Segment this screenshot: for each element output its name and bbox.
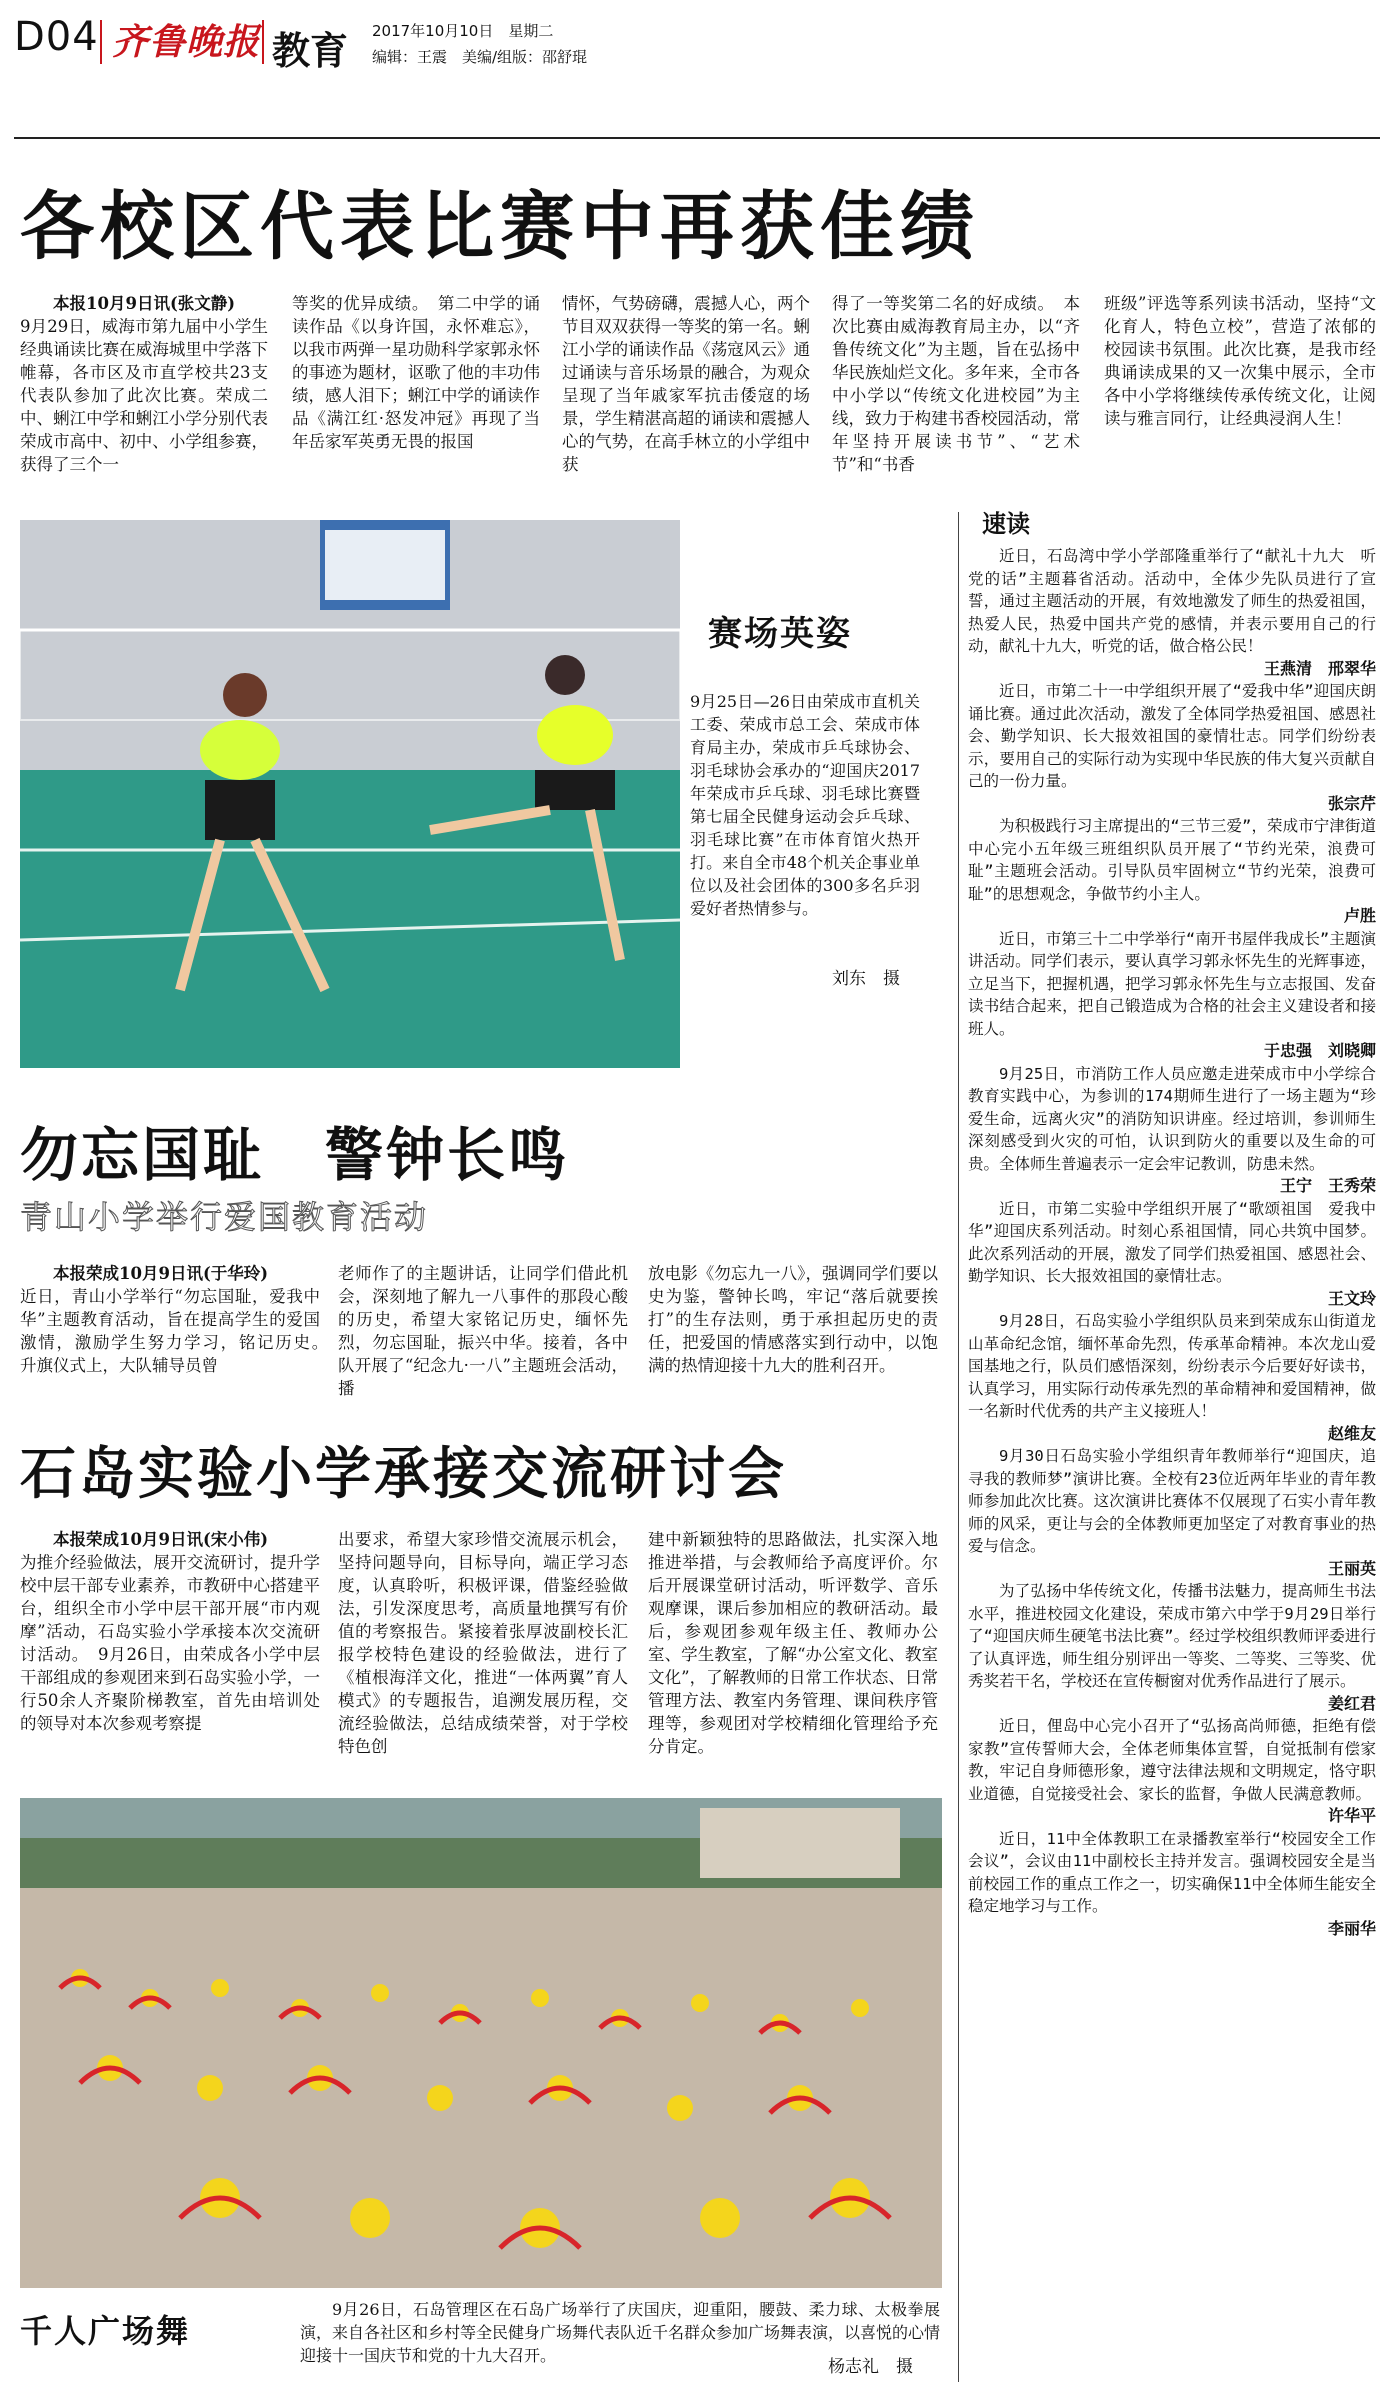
article-subtitle: 青山小学举行爱国教育活动: [20, 1198, 429, 1236]
sidebar-item-text: 近日，石岛湾中学小学部隆重举行了“献礼十九大 听党的话”主题暮省活动。活动中，全体少先队员进行了宣誓，通过主题活动的开展，有效地激发了师生的热爱祖国，热爱人民，热爱中国共产党的感情，并表示要用自己的行动，献礼十九大，听党的话，做合格公民！: [968, 547, 1376, 655]
sidebar-item-text: 近日，市第二十一中学组织开展了“爱我中华”迎国庆朗诵比赛。通过此次活动，激发了全体同学热爱祖国、感恩社会、勤学知识、长大报效祖国的豪情壮志。同学们纷纷表示，要用自己的实际行动为实现中华民族的伟大复兴贡献自己的一份力量。: [968, 682, 1376, 790]
square-dance-photo-art: [20, 1798, 942, 2288]
editor-credit: 编辑：王震 美编/组版：邵舒琨: [372, 48, 588, 66]
sidebar-list: [968, 545, 1376, 1940]
article-column: [648, 1262, 938, 1377]
article-column: [20, 1262, 337, 1377]
article-text: 班级”评选等系列读书活动，坚持“文化育人，特色立校”，营造了浓郁的校园读书氛围。此次比赛，是我市经典诵读成果的又一次集中展示，全市各中小学将继续传承传统文化，让阅读与雅言同行，让经典浸润人生！: [1104, 294, 1376, 428]
header-divider: [262, 20, 264, 64]
newspaper-logo: 齐鲁晚报: [112, 21, 261, 63]
sidebar-item-author: 赵维友: [1327, 1423, 1376, 1443]
article-text: 近日，青山小学举行“勿忘国耻，爱我中华”主题教育活动，旨在提高学生的爱国激情，激励学生努力学习，铭记历史。 升旗仪式上，大队辅导员曾: [20, 1287, 337, 1375]
square-dance-photo: [20, 1798, 942, 2288]
sidebar-item-author: 许华平: [1327, 1806, 1376, 1825]
quick-read-sidebar: [968, 504, 1376, 1940]
sidebar-item-text: 近日，市第二实验中学组织开展了“歌颂祖国 爱我中华”迎国庆系列活动。时刻心系祖国情，同心共筑中国梦。此次系列活动的开展，激发了同学们热爱祖国、感恩社会、勤学知识、长大报效祖国的豪情壮志。: [968, 1199, 1376, 1285]
article-text: 情怀，气势磅礴，震撼人心，两个节目双双获得一等奖的第一名。蜊江小学的诵读作品《荡寇风云》通过诵读与音乐场景的融合，为观众呈现了当年戚家军抗击倭寇的场景，学生精湛高超的诵读和震撼人心的气势，在高手林立的小学组中获: [562, 294, 810, 474]
article-byline: 本报荣成10月9日讯(宋小伟): [53, 1530, 269, 1549]
article-column: [562, 292, 810, 476]
article-headline: 各校区代表比赛中再获佳绩: [20, 184, 980, 270]
sidebar-item-author: 王宁 王秀荣: [1279, 1176, 1376, 1195]
photo-credit: 杨志礼 摄: [828, 2357, 913, 2377]
article-column: [20, 292, 268, 476]
article-column: [292, 292, 540, 453]
sidebar-item-author: 卢胜: [1343, 906, 1376, 925]
article-column: [1104, 292, 1376, 430]
article-headline: 石岛实验小学承接交流研讨会: [20, 1442, 787, 1507]
article-text: 等奖的优异成绩。 第二中学的诵读作品《以身许国，永怀难忘》，以我市两弹一星功勋科学家郭永怀的事迹为题材，讴歌了他的丰功伟绩，感人泪下；蜊江中学的诵读作品《满江红·怒发冲冠》再现了当年岳家军英勇无畏的报国: [292, 294, 540, 451]
sidebar-item-author: 王燕清 邢翠华: [1263, 658, 1376, 678]
photo-title: 千人广场舞: [20, 2312, 191, 2350]
section-name: 教育: [272, 29, 349, 73]
photo-title: 赛场英姿: [708, 614, 852, 654]
article-text: 9月29日，威海市第九届中小学生经典诵读比赛在威海城里中学落下帷幕，各市区及市直学校共23支代表队参加了此次比赛。荣成二中、蜊江中学和蜊江小学分别代表荣成市高中、初中、小学组参赛，获得了三个一: [20, 317, 268, 474]
badminton-photo-art: [20, 520, 680, 1068]
article-column: [338, 1528, 628, 1758]
article-column: [338, 1262, 628, 1400]
article-column: [648, 1528, 938, 1758]
issue-date: 2017年10月10日 星期二: [372, 22, 554, 40]
sidebar-item-text: 9月28日，石岛实验小学组织队员来到荣成东山街道龙山革命纪念馆，缅怀革命先烈，传承革命精神。本次龙山爱国基地之行，队员们感悟深刻，纷纷表示今后要好好读书，认真学习，用实际行动传承先烈的革命精神和爱国精神，做一名新时代优秀的共产主义接班人！: [968, 1312, 1376, 1420]
article-byline: 本报10月9日讯(张文静): [53, 294, 236, 313]
article-text: 放电影《勿忘九一八》，强调同学们要以史为鉴，警钟长鸣，牢记“落后就要挨打”的生存法则，勇于承担起历史的责任，把爱国的情感落实到行动中，以饱满的热情迎接十九大的胜利召开。: [648, 1264, 938, 1375]
article-text: 为推介经验做法，展开交流研讨，提升学校中层干部专业素养，市教研中心搭建平台，组织全市小学中层干部开展“市内观摩”活动，石岛实验小学承接本次交流研讨活动。 9月26日，由荣成各小学中层干部组成的参观团来到石岛实验小学，一行50余人齐聚阶梯教室，首先由培训处的领导对本次参观考察提: [20, 1553, 320, 1733]
sidebar-item-author: 姜红君: [1327, 1693, 1376, 1713]
header-rule: [14, 137, 1380, 139]
photo-caption: 9月25日—26日由荣成市直机关工委、荣成市总工会、荣成市体育局主办，荣成市乒乓球协会、羽毛球协会承办的“迎国庆2017年荣成市乒乓球、羽毛球比赛暨第七届全民健身运动会乒乓球、羽毛球比赛”在市体育馆火热开打。来自全市48个机关企事业单位以及社会团体的300多名乒羽爱好者热情参与。: [690, 692, 920, 918]
article-column: [832, 292, 1080, 476]
sidebar-item-text: 9月25日，市消防工作人员应邀走进荣成市中小学综合教育实践中心，为参训的174期师生进行了一场主题为“珍爱生命，远离火灾”的消防知识讲座。经过培训，参训师生深刻感受到火灾的可怕，认识到防火的重要以及生命的可贵。全体师生普遍表示一定会牢记教训，防患未然。: [968, 1064, 1376, 1173]
sidebar-divider: [958, 512, 959, 2382]
sidebar-item-text: 为了弘扬中华传统文化，传播书法魅力，提高师生书法水平，推进校园文化建设，荣成市第六中学于9月29日举行了“迎国庆师生硬笔书法比赛”。经过学校组织教师评委进行了认真评选，师生组分别评出一等奖、二等奖、三等奖、优秀奖若干名，学校还在宣传橱窗对优秀作品进行了展示。: [968, 1582, 1376, 1690]
sidebar-item-author: 张宗芹: [1327, 793, 1376, 813]
badminton-photo: [20, 520, 680, 1068]
article-text: 得了一等奖第二名的好成绩。 本次比赛由威海教育局主办，以“齐鲁传统文化”为主题，旨在弘扬中华民族灿烂文化。多年来，全市各中小学以“传统文化进校园”为主线，致力于构建书香校园活动，常年坚持开展读书节”、“艺术节”和“书香: [832, 294, 1080, 474]
article-column: [20, 1528, 320, 1735]
sidebar-item-text: 近日，11中全体教职工在录播教室举行“校园安全工作会议”，会议由11中副校长主持并发言。强调校园安全是当前校园工作的重点工作之一，切实确保11中全体师生能安全稳定地学习与工作。: [968, 1829, 1376, 1915]
photo-credit: 刘东 摄: [832, 969, 900, 989]
sidebar-item-text: 9月30日石岛实验小学组织青年教师举行“迎国庆，追寻我的教师梦”演讲比赛。全校有23位近两年毕业的青年教师参加此次比赛。这次演讲比赛体不仅展现了石实小青年教师的风采，更让与会的全体教师更加坚定了对教育事业的热爱与信念。: [968, 1447, 1376, 1555]
article-byline: 本报荣成10月9日讯(于华玲): [53, 1264, 269, 1283]
sidebar-item-text: 为积极践行习主席提出的“三节三爱”，荣成市宁津街道中心完小五年级三班组织队员开展了“节约光荣，浪费可耻”主题班会活动。引导队员牢固树立“节约光荣，浪费可耻”的思想观念，争做节约小主人。: [968, 817, 1376, 903]
article-headline: 勿忘国耻 警钟长鸣: [20, 1121, 570, 1189]
page-number: D04: [14, 14, 99, 60]
sidebar-item-text: 近日，市第三十二中学举行“南开书屋伴我成长”主题演讲活动。同学们表示，要认真学习郭永怀先生的光辉事迹，立足当下，把握机遇，把学习郭永怀先生与立志报国、发奋读书结合起来，把自己锻造成为合格的社会主义建设者和接班人。: [968, 929, 1376, 1038]
sidebar-item-author: 于忠强 刘晓卿: [1263, 1041, 1376, 1060]
article-text: 老师作了的主题讲话，让同学们借此机会，深刻地了解九一八事件的那段心酸的历史，希望大家铭记历史，缅怀先烈，勿忘国耻，振兴中华。接着，各中队开展了“纪念九·一八”主题班会活动，播: [338, 1264, 628, 1398]
sidebar-item-author: 王文玲: [1327, 1288, 1376, 1308]
article-text: 出要求，希望大家珍惜交流展示机会，坚持问题导向，目标导向，端正学习态度，认真聆听，积极评课，借鉴经验做法，引发深度思考，高质量地撰写有价值的考察报告。紧接着张厚波副校长汇报学校特色建设的经验做法，进行了《植根海洋文化，推进“一体两翼”育人模式》的专题报告，追溯发展历程，交流经验做法，总结成绩荣誉，对于学校特色创: [338, 1530, 628, 1756]
sidebar-item-text: 近日，俚岛中心完小召开了“弘扬高尚师德，拒绝有偿家教”宣传誓师大会，全体老师集体宣誓，自觉抵制有偿家教，牢记自身师德形象，遵守法律法规和文明规定，恪守职业道德，自觉接受社会、家长的监督，争做人民满意教师。: [968, 1717, 1376, 1803]
sidebar-item-author: 李丽华: [1327, 1918, 1376, 1938]
photo-caption: 9月26日，石岛管理区在石岛广场举行了庆国庆，迎重阳，腰鼓、柔力球、太极拳展演，来自各社区和乡村等全民健身广场舞代表队近千名群众参加广场舞表演，以喜悦的心情迎接十一国庆节和党的十九大召开。: [300, 2300, 941, 2365]
sidebar-item-author: 王丽英: [1327, 1558, 1376, 1578]
sidebar-title: 速读: [982, 510, 1030, 538]
header-divider: [100, 20, 102, 64]
article-text: 建中新颖独特的思路做法，扎实深入地推进举措，与会教师给予高度评价。尔后开展课堂研讨活动，听评数学、音乐观摩课，课后参加相应的教研活动。最后，参观团参观年级主任、教师办公室、学生教室，了解“办公室文化、教室文化”，了解教师的日常工作状态、日常管理方法、教室内务管理、课间秩序管理等，参观团对学校精细化管理给予充分肯定。: [648, 1530, 938, 1756]
